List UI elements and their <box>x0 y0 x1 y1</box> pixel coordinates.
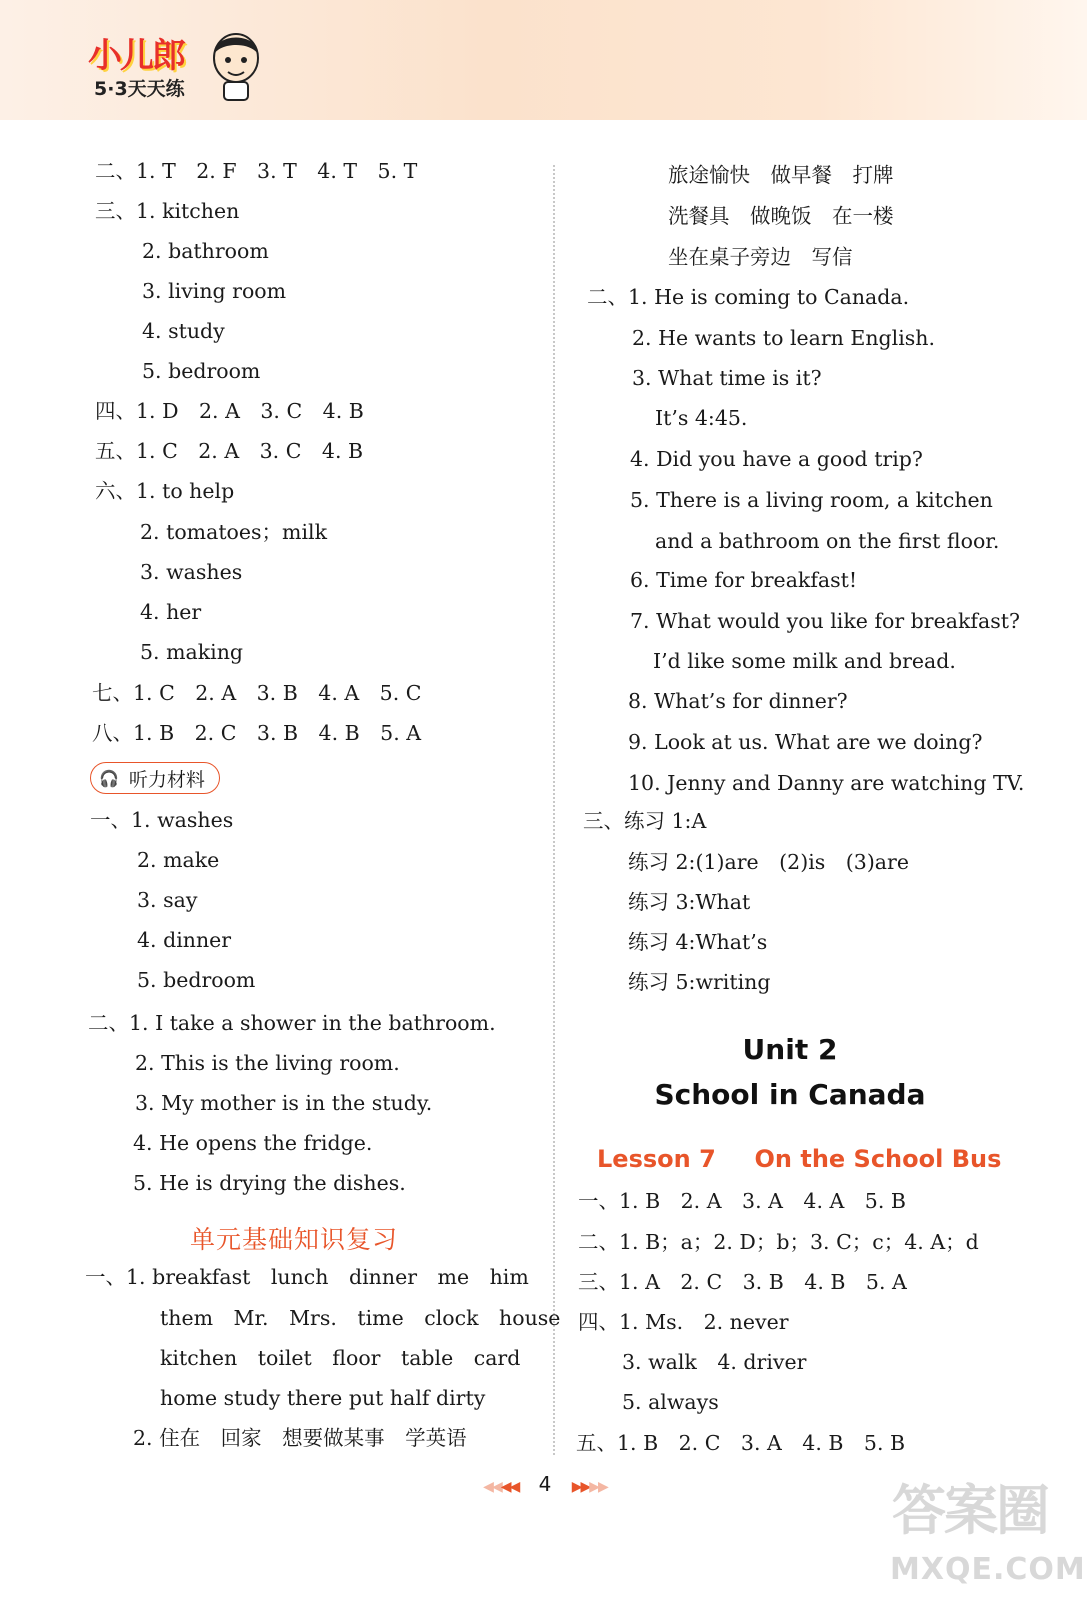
publisher-logo <box>88 28 268 108</box>
left-answer-line: 七、1. C 2. A 3. B 4. A 5. C <box>92 681 422 705</box>
right-answer-line: 3. walk 4. driver <box>622 1350 807 1374</box>
right-answer-line: 坐在桌子旁边 写信 <box>668 245 853 269</box>
watermark <box>880 1460 1086 1600</box>
left-answer-line: them Mr. Mrs. time clock house <box>160 1306 561 1330</box>
left-answer-line: 五、1. C 2. A 3. C 4. B <box>95 439 364 463</box>
right-answer-line: 洗餐具 做晚饭 在一楼 <box>668 204 894 228</box>
left-answer-line: 5. making <box>140 640 244 664</box>
left-answer-line: 2. make <box>137 848 220 872</box>
left-answer-line: 3. living room <box>142 279 287 303</box>
lesson-heading <box>597 1145 1001 1173</box>
left-answer-line: 2. tomatoes；milk <box>140 520 328 544</box>
right-answer-line: 三、练习 1:A <box>583 809 707 833</box>
right-answer-line: It’s 4:45. <box>655 406 748 430</box>
unit-number: Unit 2 <box>742 1033 838 1066</box>
logo-subtitle: 5·3天天练 <box>94 78 185 100</box>
left-answer-line: 八、1. B 2. C 3. B 4. B 5. A <box>92 721 422 745</box>
left-answer-line: 二、1. T 2. F 3. T 4. T 5. T <box>95 159 418 183</box>
left-answer-line: 5. He is drying the dishes. <box>133 1171 406 1195</box>
right-answer-line: 四、1. Ms. 2. never <box>578 1310 789 1334</box>
left-answer-line: 2. 住在 回家 想要做某事 学英语 <box>133 1426 467 1450</box>
page-number: 4 <box>538 1472 552 1496</box>
right-answer-line: 二、1. He is coming to Canada. <box>587 285 910 309</box>
left-answer-line: home study there put half dirty <box>160 1386 486 1410</box>
right-answer-line: 旅途愉快 做早餐 打牌 <box>668 163 894 187</box>
column-divider <box>553 165 555 1455</box>
watermark-bottom: MXQE.COM <box>890 1552 1086 1587</box>
right-answer-line: 练习 5:writing <box>628 970 771 994</box>
lesson-name: On the School Bus <box>754 1145 1002 1173</box>
right-answer-line: 7. What would you like for breakfast? <box>630 609 1020 633</box>
right-answer-line: 二、1. B；a；2. D；b；3. C；c；4. A；d <box>578 1230 979 1254</box>
left-answer-line: 二、1. I take a shower in the bathroom. <box>88 1011 496 1035</box>
left-answer-line: 5. bedroom <box>137 968 256 992</box>
right-answer-line: 2. He wants to learn English. <box>632 326 936 350</box>
left-answer-line: 四、1. D 2. A 3. C 4. B <box>95 399 364 423</box>
right-answer-line: 练习 2:(1)are (2)is (3)are <box>628 850 909 874</box>
right-answer-line: 练习 3:What <box>628 890 751 914</box>
headphones-icon: 🎧 <box>99 768 119 788</box>
listening-label-text: 听力材料 <box>128 768 205 791</box>
right-answer-line: and a bathroom on the first floor. <box>655 529 1000 553</box>
left-answer-line: 一、1. breakfast lunch dinner me him <box>85 1265 529 1289</box>
right-answer-line: 5. always <box>622 1390 719 1414</box>
right-answer-line: I’d like some milk and bread. <box>653 649 956 673</box>
logo-title: 小儿郎 <box>88 36 184 76</box>
right-arrows-icon: ▶▶▶▶ <box>571 1479 607 1495</box>
left-answer-line: 3. My mother is in the study. <box>135 1091 433 1115</box>
left-answer-line: 5. bedroom <box>142 359 261 383</box>
left-answer-line: kitchen toilet floor table card <box>160 1346 521 1370</box>
left-answer-line: 4. her <box>140 600 202 624</box>
left-arrows-icon: ◀◀◀◀ <box>483 1479 519 1495</box>
right-answer-line: 五、1. B 2. C 3. A 4. B 5. B <box>576 1431 906 1455</box>
right-answer-line: 8. What’s for dinner? <box>628 689 848 713</box>
right-answer-line: 一、1. B 2. A 3. A 4. A 5. B <box>578 1189 906 1213</box>
watermark-top: 答案圈 <box>892 1479 1048 1542</box>
right-answer-line: 练习 4:What’s <box>628 930 768 954</box>
right-answer-line: 6. Time for breakfast! <box>630 568 858 592</box>
right-answer-line: 9. Look at us. What are we doing? <box>628 730 983 754</box>
left-answer-line: 4. study <box>142 319 225 343</box>
left-answer-line: 2. This is the living room. <box>135 1051 400 1075</box>
left-answer-line: 4. dinner <box>137 928 232 952</box>
left-answer-line: 3. say <box>137 888 198 912</box>
unit-review-title: 单元基础知识复习 <box>190 1225 399 1254</box>
right-answer-line: 5. There is a living room, a kitchen <box>630 488 993 512</box>
page-number-footer <box>480 1472 610 1496</box>
left-answer-line: 三、1. kitchen <box>95 199 240 223</box>
left-answer-line: 一、1. washes <box>90 808 234 832</box>
mascot-boy-icon <box>206 28 266 103</box>
left-answer-line: 3. washes <box>140 560 243 584</box>
right-answer-line: 4. Did you have a good trip? <box>630 447 923 471</box>
right-answer-line: 3. What time is it? <box>632 366 822 390</box>
right-answer-line: 三、1. A 2. C 3. B 4. B 5. A <box>578 1270 907 1294</box>
lesson-number: Lesson 7 <box>597 1145 716 1173</box>
left-answer-line: 六、1. to help <box>95 479 235 503</box>
unit-name: School in Canada <box>654 1078 926 1111</box>
left-answer-line: 4. He opens the fridge. <box>133 1131 373 1155</box>
listening-material-label <box>90 762 220 794</box>
left-answer-line: 2. bathroom <box>142 239 269 263</box>
right-answer-line: 10. Jenny and Danny are watching TV. <box>628 771 1025 795</box>
